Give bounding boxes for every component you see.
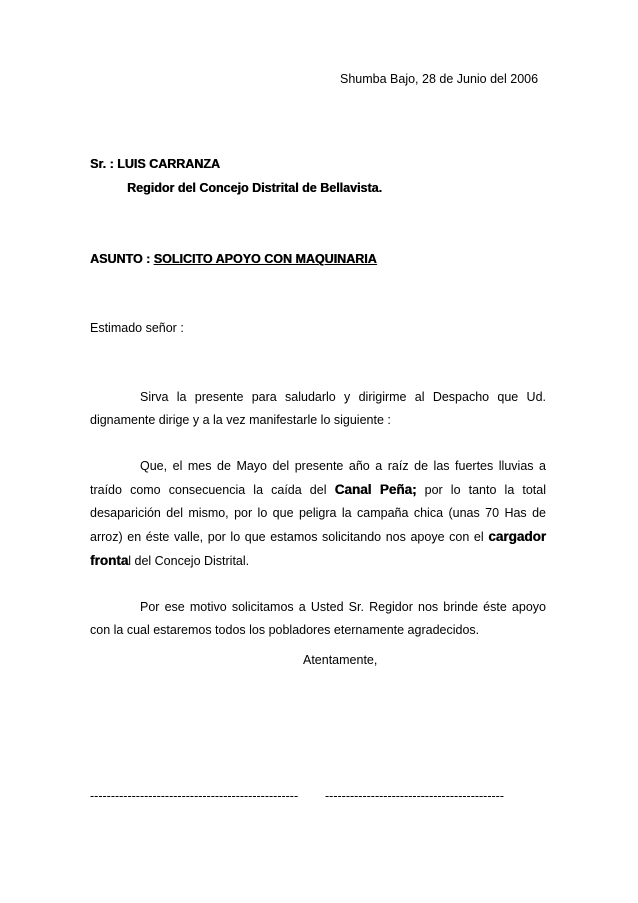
equipment-name: cargador fronta (90, 529, 546, 568)
greeting: Estimado señor : (90, 321, 184, 335)
recipient-title: Regidor del Concejo Distrital de Bellavista. (127, 181, 382, 195)
subject-line (90, 252, 377, 266)
signature-line-right: ------------------------------------------- (325, 789, 504, 803)
signature-line-left: -------------------------------------------------- (90, 789, 299, 803)
paragraph-3 (90, 596, 546, 642)
closing: Atentamente, (303, 653, 378, 667)
paragraph-1 (90, 386, 546, 432)
paragraph-3-text: Por ese motivo solicitamos a Usted Sr. Regidor nos brinde éste apoyo con la cual estaremos todos los pobladores eternamente agradecidos. (90, 600, 546, 637)
letter-body (90, 386, 546, 642)
paragraph-2-part2: por lo tanto la total desaparición del mismo, por lo que peligra la campaña chica (unas 70 Has de arroz) en éste valle, por lo que estamos solicitando nos apoye con el (90, 483, 546, 544)
subject-label: ASUNTO : (90, 252, 154, 266)
date-line: Shumba Bajo, 28 de Junio del 2006 (340, 72, 539, 86)
paragraph-2-part1: Que, el mes de Mayo del presente año a raíz de las fuertes lluvias a traído como consecuencia la caída del (90, 459, 546, 497)
paragraph-2-part3: l del Concejo Distrital. (128, 554, 250, 568)
subject-text: SOLICITO APOYO CON MAQUINARIA (153, 252, 377, 266)
recipient-name: Sr. : LUIS CARRANZA (90, 157, 220, 171)
paragraph-1-text: Sirva la presente para saludarlo y dirigirme al Despacho que Ud. dignamente dirige y a la vez manifestarle lo siguiente : (90, 390, 546, 427)
paragraph-2 (90, 455, 546, 573)
canal-name: Canal Peña; (334, 482, 417, 497)
